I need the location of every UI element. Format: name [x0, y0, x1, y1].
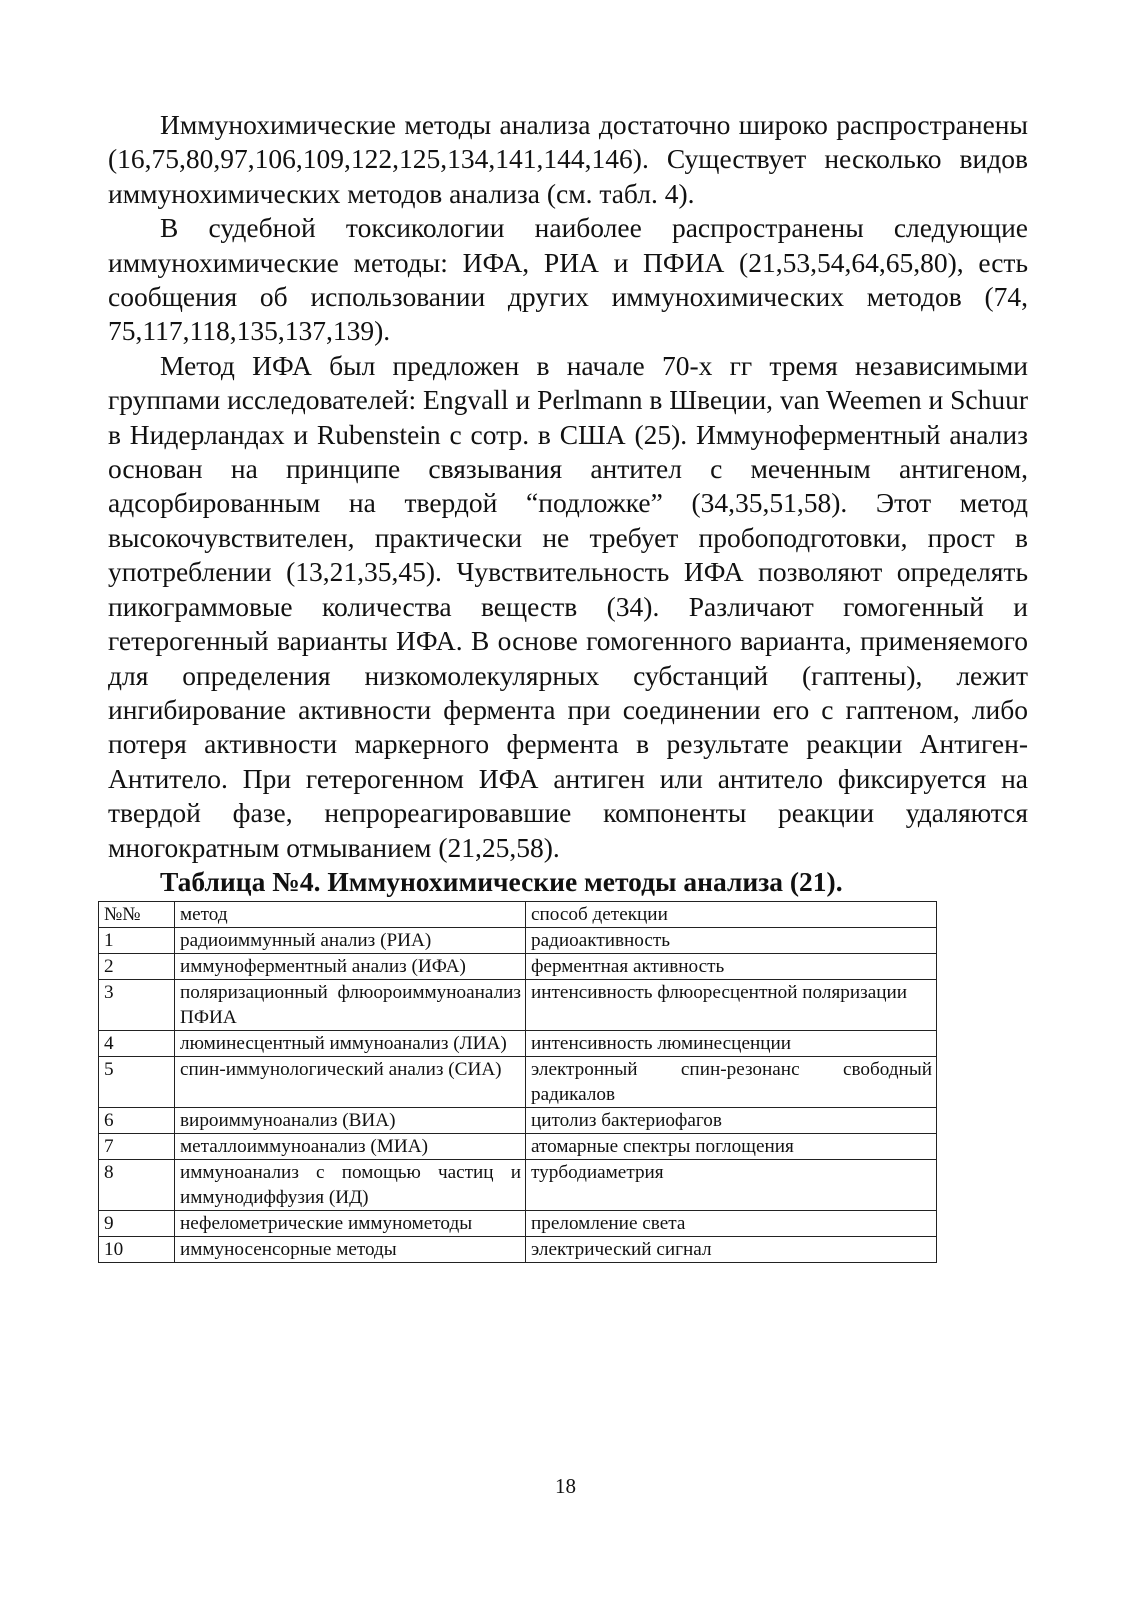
header-detection: способ детекции	[526, 901, 937, 927]
row-number: 6	[99, 1107, 175, 1133]
row-detection: цитолиз бактериофагов	[526, 1107, 937, 1133]
paragraph-2: В судебной токсикологии наиболее распространены следующие иммунохимические методы: ИФА, РИА и ПФИА (21,53,54,64,65,80), есть сообщения об использовании других иммунохимических методов (74, 75,117,118,135,137,139).	[108, 212, 1028, 347]
row-number: 3	[99, 979, 175, 1030]
row-detection: атомарные спектры поглощения	[526, 1133, 937, 1159]
paragraph-1: Иммунохимические методы анализа достаточно широко распространены (16,75,80,97,106,109,122,125,134,141,144,146). Существует несколько видов иммунохимических методов анализа (см. табл. 4).	[108, 109, 1028, 209]
row-detection: радиоактивность	[526, 927, 937, 953]
row-method: радиоиммунный анализ (РИА)	[175, 927, 526, 953]
header-method: метод	[175, 901, 526, 927]
table-caption: Таблица №4. Иммунохимические методы анализа (21).	[160, 865, 843, 897]
row-method: люминесцентный иммуноанализ (ЛИА)	[175, 1030, 526, 1056]
row-detection: электронный спин-резонанс свободный радикалов	[526, 1056, 937, 1107]
document-page	[104, 108, 1028, 1263]
row-number: 5	[99, 1056, 175, 1107]
table-row	[99, 979, 937, 1030]
table-row	[99, 1159, 937, 1210]
table-row	[99, 1133, 937, 1159]
row-method: иммуносенсорные методы	[175, 1236, 526, 1262]
paragraph-3: Метод ИФА был предложен в начале 70-х гг тремя независимыми группами исследователей: Engvall и Perlmann в Швеции, van Weemen и Schuur в Нидерландах и Rubenstein с сотр. в США (25). Иммуноферментный анализ основан на принципе связывания антител с меченным антигеном, адсорбированным на твердой “подложке” (34,35,51,58). Этот метод высокочувствителен, практически не требует пробоподготовки, прост в употреблении (13,21,35,45). Чувствительность ИФА позволяют определять пикограммовые количества веществ (34). Различают гомогенный и гетерогенный варианты ИФА. В основе гомогенного варианта, применяемого для определения низкомолекулярных субстанций (гаптены), лежит ингибирование активности фермента при соединении его с гаптеном, либо потеря активности маркерного фермента в результате реакции Антиген-Антитело. При гетерогенном ИФА антиген или антитело фиксируется на твердой фазе, непрореагировавшие компоненты реакции удаляются многократным отмыванием (21,25,58).	[108, 349, 1028, 863]
header-number: №№	[99, 901, 175, 927]
row-detection: ферментная активность	[526, 953, 937, 979]
row-number: 7	[99, 1133, 175, 1159]
page-number: 18	[555, 1474, 576, 1498]
row-detection: турбодиаметрия	[526, 1159, 937, 1210]
table-row	[99, 1236, 937, 1262]
table-header-row	[99, 901, 937, 927]
table-row	[99, 953, 937, 979]
row-detection: интенсивность люминесценции	[526, 1030, 937, 1056]
table-row	[99, 1056, 937, 1107]
row-detection: интенсивность флюоресцентной поляризации	[526, 979, 937, 1030]
row-method: иммуноанализ с помощью частиц и иммунодиффузия (ИД)	[175, 1159, 526, 1210]
row-number: 2	[99, 953, 175, 979]
row-number: 9	[99, 1210, 175, 1236]
row-method: поляризационный флюороиммуноанализ ПФИА	[175, 979, 526, 1030]
table-row	[99, 1107, 937, 1133]
row-number: 4	[99, 1030, 175, 1056]
row-detection: электрический сигнал	[526, 1236, 937, 1262]
row-method: спин-иммунологический анализ (СИА)	[175, 1056, 526, 1107]
table-row	[99, 927, 937, 953]
methods-table	[98, 901, 937, 1263]
row-method: металлоиммуноанализ (МИА)	[175, 1133, 526, 1159]
row-method: нефелометрические иммунометоды	[175, 1210, 526, 1236]
row-number: 1	[99, 927, 175, 953]
row-method: иммуноферментный анализ (ИФА)	[175, 953, 526, 979]
row-number: 10	[99, 1236, 175, 1262]
row-method: вироиммуноанализ (ВИА)	[175, 1107, 526, 1133]
table-row	[99, 1030, 937, 1056]
row-detection: преломление света	[526, 1210, 937, 1236]
row-number: 8	[99, 1159, 175, 1210]
table-row	[99, 1210, 937, 1236]
